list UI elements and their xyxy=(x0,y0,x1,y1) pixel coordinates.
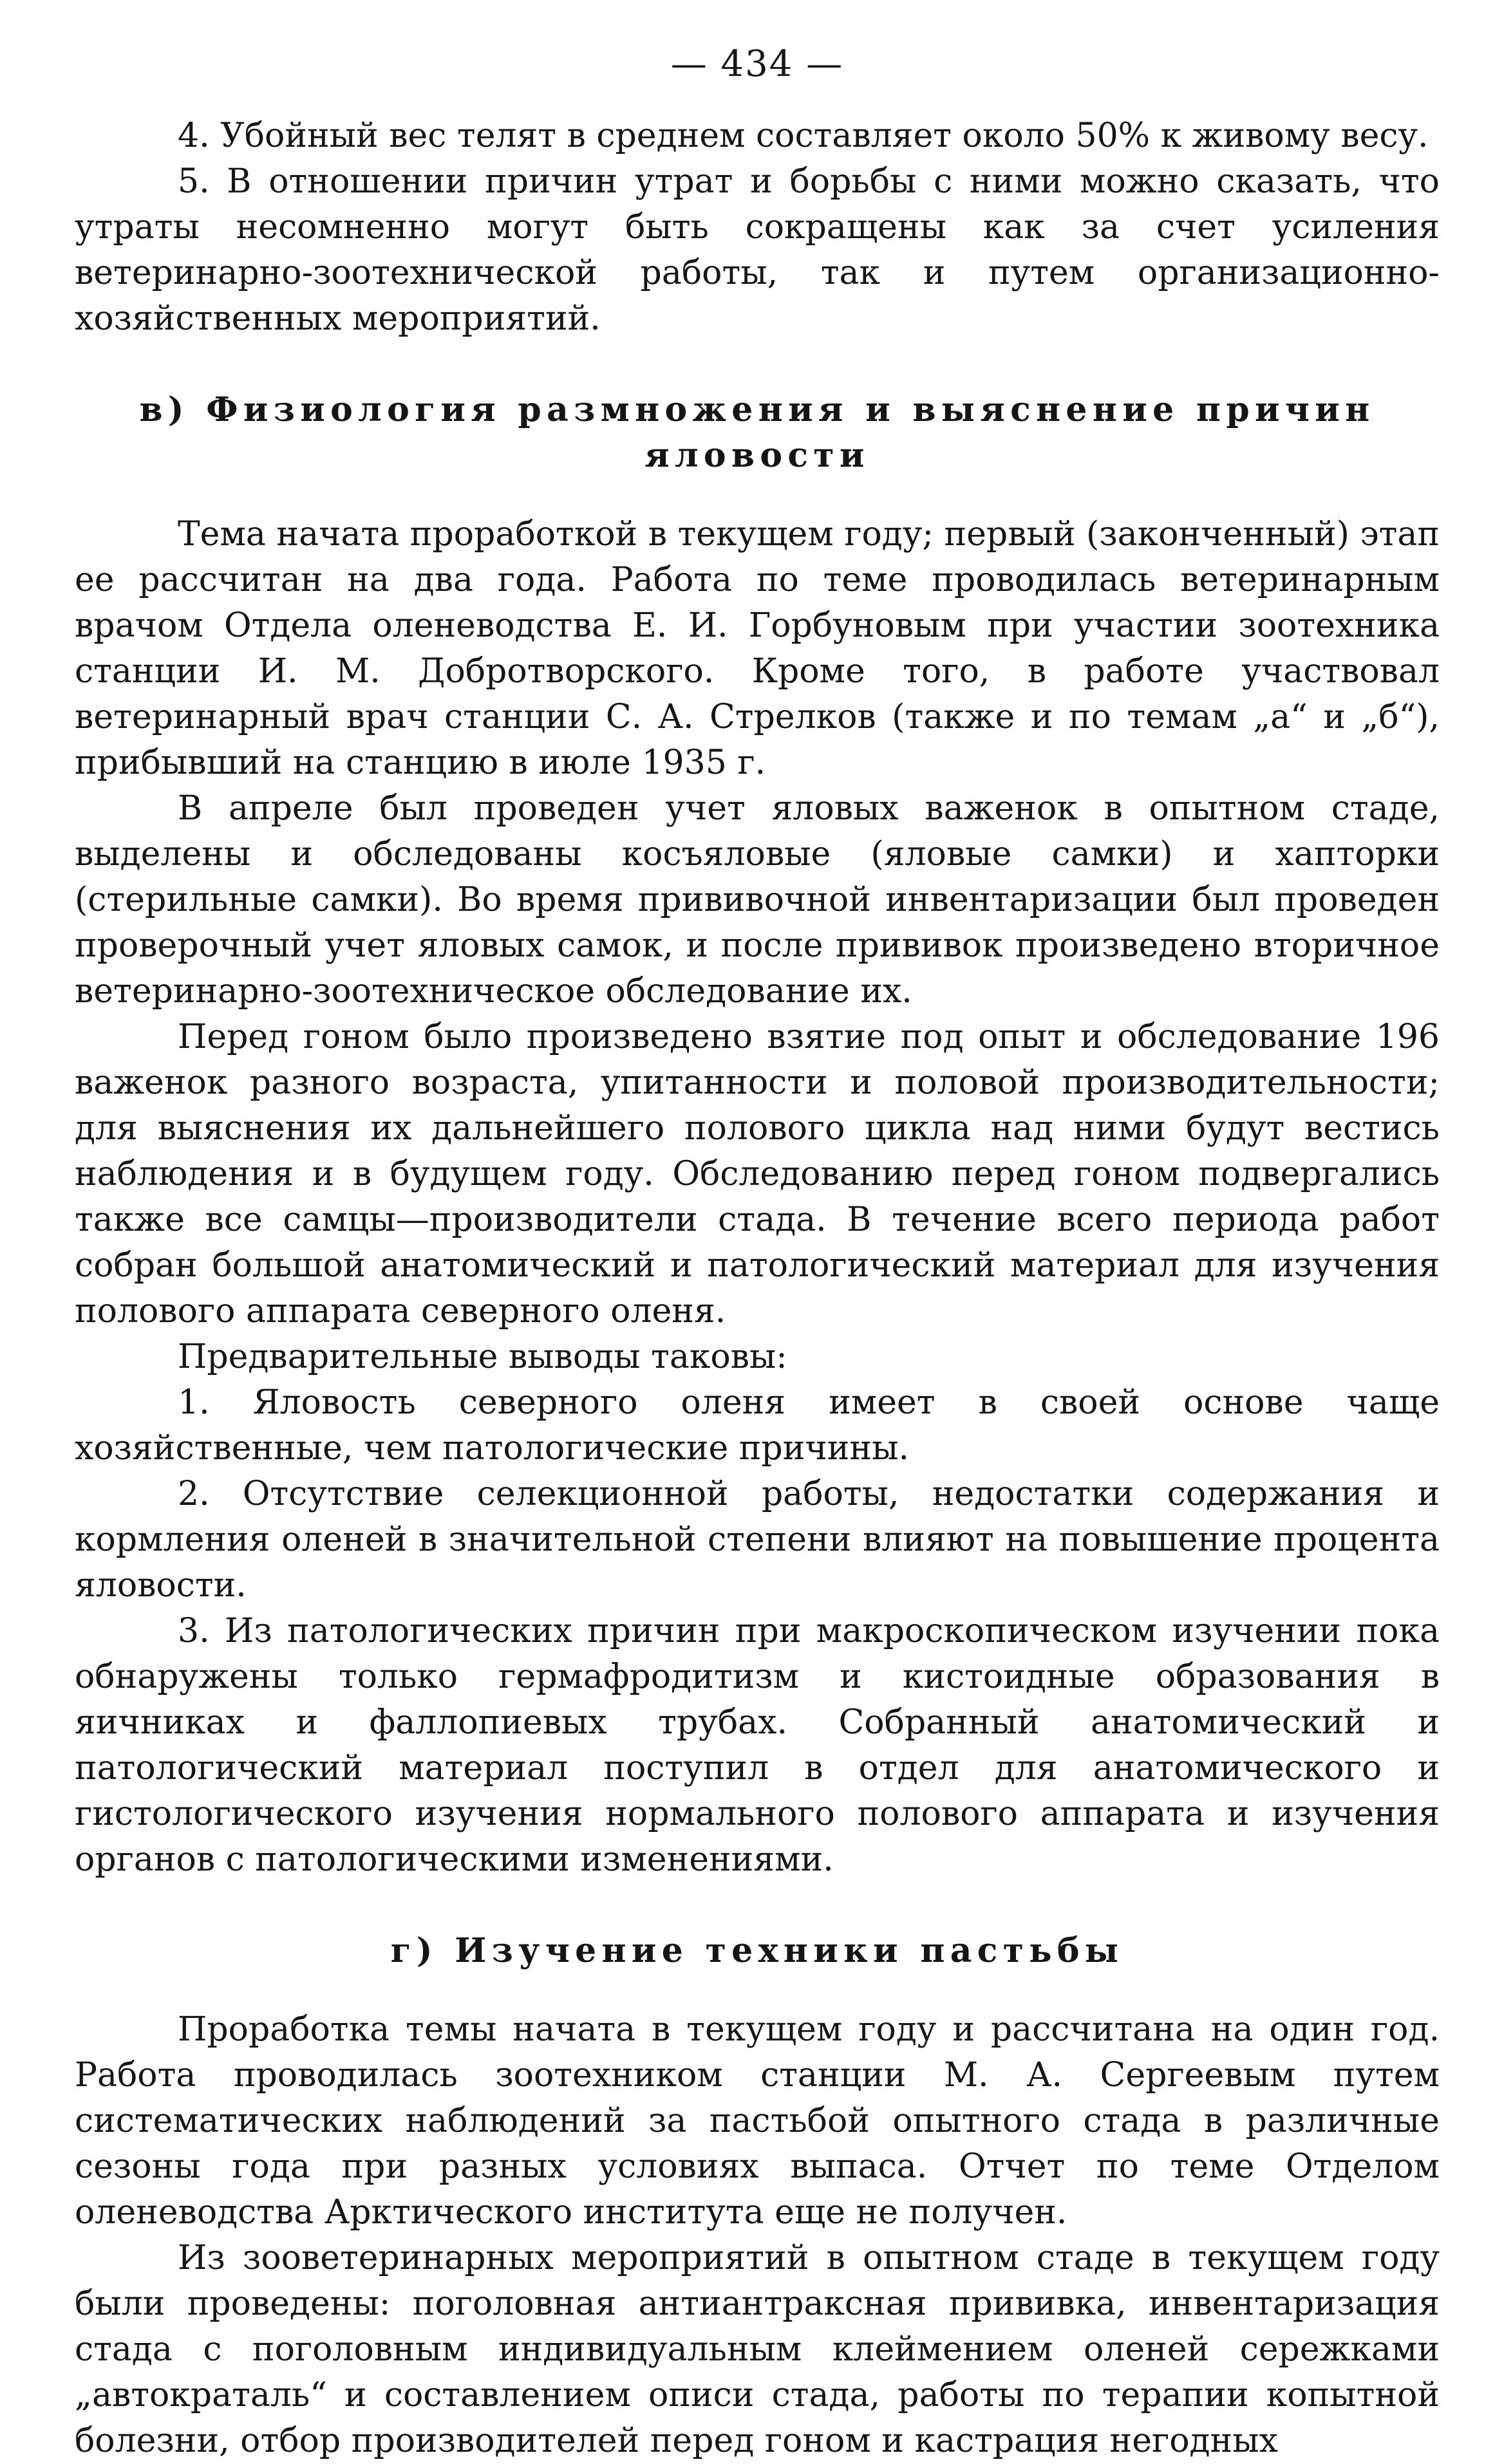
section-paragraph: Проработка темы начата в текущем году и рассчитана на один год. Работа проводилась зоотехником станции М. А. Сергеевым путем систематических наблюдений за пастьбой опытного стада в различные сезоны года при разных условиях выпаса. Отчет по теме Отделом оленеводства Арктического института еще не получен. xyxy=(75,2010,1440,2232)
section-paragraph: Перед гоном было произведено взятие под опыт и обследование 196 важенок разного возраста, упитанности и половой производительности; для выяснения их дальнейшего полового цикла над ними будут вестись наблюдения и в будущем году. Обследованию перед гоном подвергались также все самцы—производители стада. В течение всего периода работ собран большой анатомический и патологический материал для изучения полового аппарата северного оленя. xyxy=(75,1018,1440,1330)
section-paragraph: Тема начата проработкой в текущем году; первый (законченный) этап ее рассчитан на два года. Работа по теме проводилась ветеринарным врачом Отдела оленеводства Е. И. Горбуновым при участии зоотехника станции И. М. Добротворского. Кроме того, в работе участвовал ветеринарный врач станции С. А. Стрелков (также и по темам „а“ и „б“), прибывший на станцию в июле 1935 г. xyxy=(75,515,1440,782)
document-page xyxy=(75,39,1440,2464)
intro-paragraph: 5. В отношении причин утрат и борьбы с ними можно сказать, что утраты несомненно могут быть сокращены как за счет усиления ветеринарно-зоотехнической работы, так и путем организационно-хозяйственных мероприятий. xyxy=(75,162,1440,338)
section-paragraph: Предварительные выводы таковы: xyxy=(178,1338,787,1376)
conclusion-item: 1. Яловость северного оленя имеет в своей основе чаще хозяйственные, чем патологические причины. xyxy=(75,1383,1440,1468)
section-paragraph: В апреле был проведен учет яловых важенок в опытном стаде, выделены и обследованы косъяловые (яловые самки) и хапторки (стерильные самки). Во время прививочной инвентаризации был проведен проверочный учет яловых самок, и после прививок произведено вторичное ветеринарно-зоотехническое обследование их. xyxy=(75,789,1440,1011)
section-heading-physiology: в) Физиология размножения и выяснение причин яловости xyxy=(139,390,1375,475)
conclusion-item: 2. Отсутствие селекционной работы, недостатки содержания и кормления оленей в значительной степени влияют на повышение процента яловости. xyxy=(75,1475,1440,1605)
section-paragraph: Из зооветеринарных мероприятий в опытном стаде в текущем году были проведены: поголовная антиантраксная прививка, инвентаризация стада с поголовным индивидуальным клеймением оленей сережками „автократаль“ и составлением описи стада, работы по терапии копытной болезни, отбор производителей перед гоном и кастрация негодных xyxy=(75,2239,1440,2460)
section-heading-grazing: г) Изучение техники пастьбы xyxy=(390,1931,1124,1970)
intro-paragraph: 4. Убойный вес телят в среднем составляет около 50% к живому весу. xyxy=(178,117,1429,155)
conclusion-item: 3. Из патологических причин при макроскопическом изучении пока обнаружены только гермафродитизм и кистоидные образования в яичниках и фаллопиевых трубах. Собранный анатомический и патологический материал поступил в отдел для анатомического и гистологического изучения нормального полового аппарата и изучения органов с патологическими изменениями. xyxy=(75,1612,1440,1879)
page-number: — 434 — xyxy=(670,43,844,85)
